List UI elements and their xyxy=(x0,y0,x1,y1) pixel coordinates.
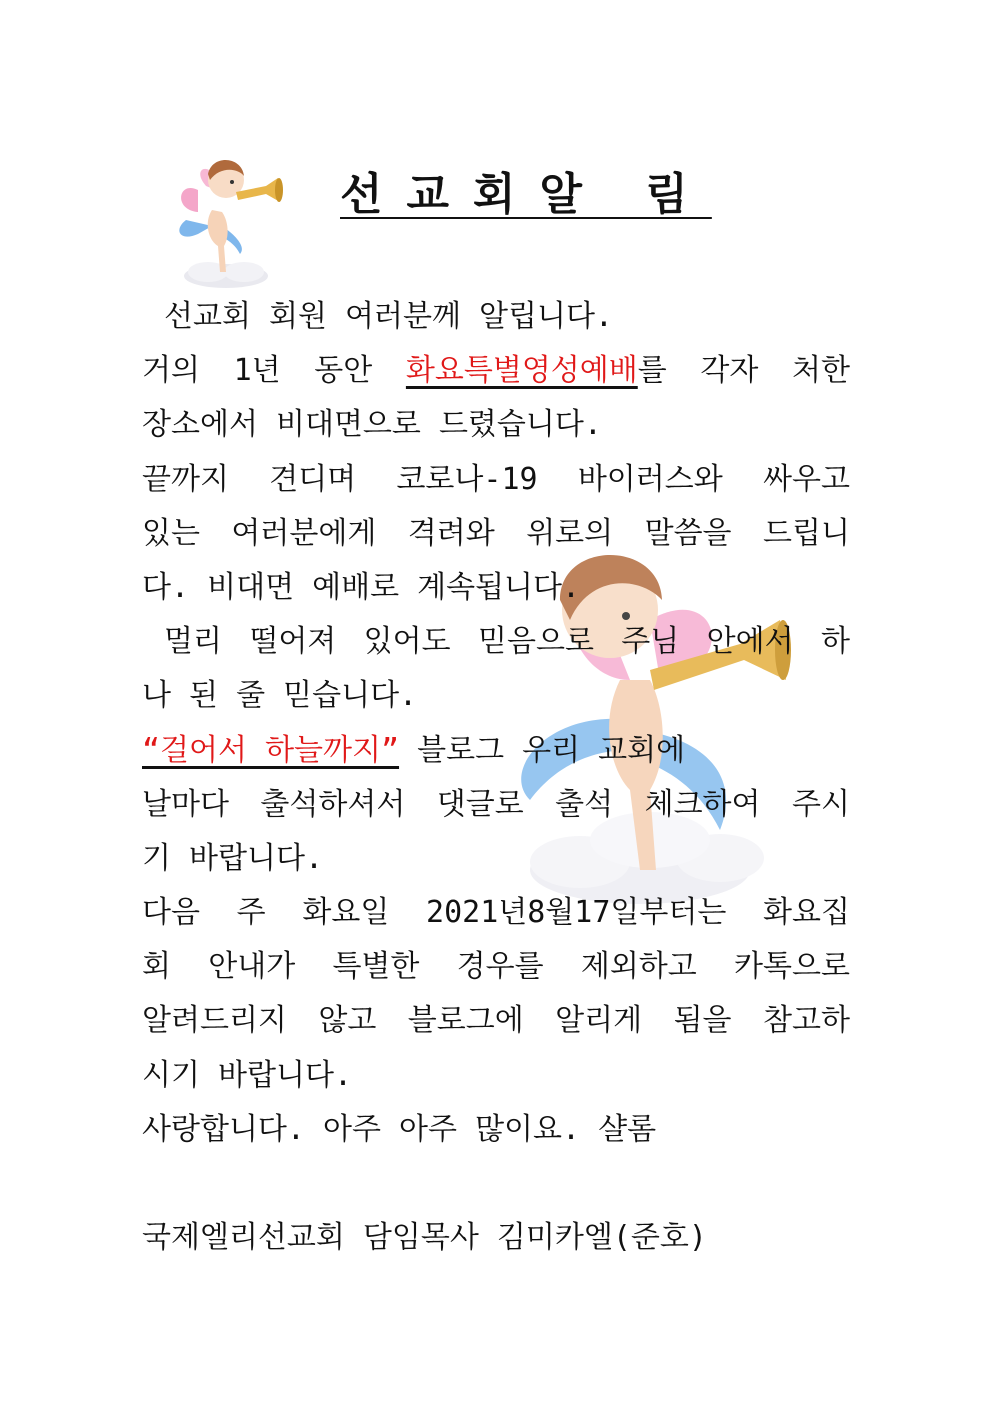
word: 싸우고 xyxy=(763,461,850,497)
word: 체크하여 xyxy=(644,786,761,822)
word: 않고 xyxy=(318,1003,377,1039)
word: 를 xyxy=(637,353,667,389)
word: 위로의 xyxy=(526,515,614,551)
paragraph-3-line-1 xyxy=(142,615,850,669)
word: 코로나-19 xyxy=(396,461,538,497)
paragraph-1-line-2: 장소에서 비대면으로 드렸습니다. xyxy=(142,407,602,443)
word: 참고하 xyxy=(762,1003,850,1039)
word: 카톡으로 xyxy=(734,949,850,985)
angel-trumpet-small-image xyxy=(168,150,286,290)
word: 끝까지 xyxy=(142,461,229,497)
paragraph-4-line-2 xyxy=(142,778,850,832)
word: 여러분에게 xyxy=(231,515,377,551)
paragraph-5-line-2 xyxy=(142,940,850,994)
paragraph-1-line-1 xyxy=(142,344,850,398)
word: 처한 xyxy=(791,353,850,389)
blog-line-rest: 블로그 우리 교회에 xyxy=(399,732,686,768)
paragraph-5-line-1 xyxy=(142,886,850,940)
word: 거의 xyxy=(142,353,200,389)
word: 날마다 xyxy=(142,786,229,822)
word: 화요집 xyxy=(763,895,850,931)
highlight-phrase xyxy=(406,344,667,398)
word: 회 xyxy=(142,949,171,985)
blog-name-highlight: “걸어서 하늘까지” xyxy=(142,732,400,768)
word: 댓글로 xyxy=(436,786,524,822)
notice-body xyxy=(142,290,850,1265)
word: 말씀을 xyxy=(644,515,732,551)
word: 드립니 xyxy=(763,515,850,551)
paragraph-4-line-1 xyxy=(142,724,850,778)
word: 멀리 xyxy=(164,624,222,660)
paragraph-3-line-2: 나 된 줄 믿습니다. xyxy=(142,678,418,714)
word: 블로그에 xyxy=(407,1003,524,1039)
word: 알려드리지 xyxy=(142,1003,287,1039)
paragraph-5-line-3 xyxy=(142,994,850,1048)
word: 떨어져 xyxy=(249,624,337,660)
word: 주시 xyxy=(791,786,850,822)
paragraph-2-line-3: 다. 비대면 예배로 계속됩니다. xyxy=(142,569,581,605)
closing-line: 사랑합니다. 아주 아주 많이요. 샬롬 xyxy=(142,1111,657,1147)
word: 주님 xyxy=(621,624,680,660)
page-title: 선교회알 림 xyxy=(340,169,712,220)
blank-line xyxy=(142,1157,850,1211)
word: 바이러스와 xyxy=(577,461,723,497)
word: 견디며 xyxy=(269,461,357,497)
word: 하 xyxy=(820,624,850,660)
word: 알리게 xyxy=(555,1003,643,1039)
word: 다음 xyxy=(142,895,200,931)
word: 출석 xyxy=(555,786,614,822)
word: 각자 xyxy=(700,353,759,389)
word: 안에서 xyxy=(706,624,794,660)
word: 있어도 xyxy=(363,624,451,660)
word: 화요일 xyxy=(302,895,390,931)
word: 특별한 xyxy=(332,949,420,985)
greeting-line: 선교회 회원 여러분께 알립니다. xyxy=(164,299,613,334)
word: 주 xyxy=(236,895,266,931)
paragraph-2-line-1 xyxy=(142,453,850,507)
word: 격려와 xyxy=(407,515,495,551)
word: 동안 xyxy=(314,353,373,389)
word: 1년 xyxy=(233,353,281,389)
paragraph-5-line-4: 시기 바랍니다. xyxy=(142,1057,353,1093)
paragraph-2-line-2 xyxy=(142,507,850,561)
word: 경우를 xyxy=(456,949,544,985)
highlight-text: 화요특별영성예배 xyxy=(405,353,638,389)
signature-line: 국제엘리선교회 담임목사 김미카엘(준호) xyxy=(142,1220,707,1256)
word: 출석하셔서 xyxy=(260,786,406,822)
word: 2021년8월17일부터는 xyxy=(426,895,727,931)
word: 있는 xyxy=(142,515,200,551)
word: 믿음으로 xyxy=(478,624,594,660)
word: 됨을 xyxy=(673,1003,732,1039)
paragraph-4-line-3: 기 바랍니다. xyxy=(142,840,324,876)
word: 제외하고 xyxy=(580,949,697,985)
word: 안내가 xyxy=(208,949,296,985)
